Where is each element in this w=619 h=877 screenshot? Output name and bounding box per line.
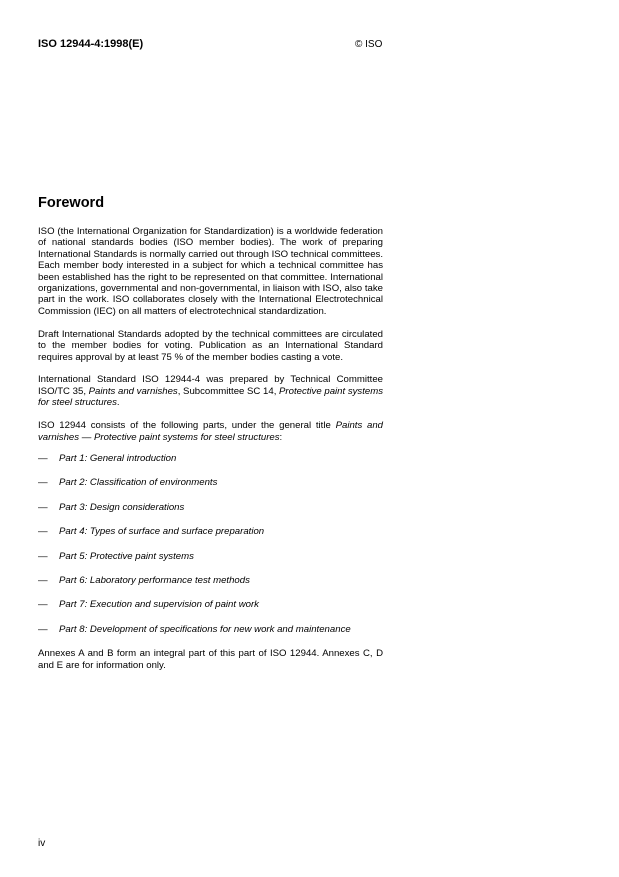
list-dash: —	[38, 623, 48, 635]
part-title: Part 5: Protective paint systems	[59, 550, 194, 562]
paragraph-parts-intro: ISO 12944 consists of the following parts, under the general title Paints and varnishes — Protective paint systems for steel structures:	[38, 420, 383, 443]
document-id: ISO 12944-4:1998(E)	[38, 38, 144, 50]
paragraph-iso-intro: ISO (the International Organization for Standardization) is a worldwide federation of national standards bodies (ISO member bodies). The work of preparing International Standards is normally carried out through ISO technical committees. Each member body interested in a subject for which a technical committee has been established has the right to be represented on that committee. International organizations, governmental and non-governmental, in liaison with ISO, also take part in the work. ISO collaborates closely with the International Electrotechnical Commission (IEC) on all matters of electrotechnical standardization.	[38, 226, 384, 317]
list-dash: —	[38, 477, 48, 489]
list-item	[38, 477, 383, 488]
list-dash: —	[38, 550, 48, 562]
part-title: Part 2: Classification of environments	[59, 477, 218, 489]
paragraph-prepared-by: International Standard ISO 12944-4 was prepared by Technical Committee ISO/TC 35, Paints and varnishes, Subcommittee SC 14, Protective paint systems for steel structures.	[38, 374, 384, 409]
list-item	[38, 575, 383, 586]
part-title: Part 8: Development of specifications for new work and maintenance	[59, 623, 351, 635]
paragraph-annexes: Annexes A and B form an integral part of this part of ISO 12944. Annexes C, D and E are for information only.	[38, 648, 383, 671]
list-dash: —	[38, 453, 48, 464]
list-dash: —	[38, 501, 48, 513]
part-title: Part 7: Execution and supervision of paint work	[59, 599, 259, 611]
foreword-body	[38, 226, 383, 683]
list-item	[38, 526, 383, 537]
list-dash: —	[38, 526, 48, 538]
part-title: Part 3: Design considerations	[59, 501, 185, 513]
part-title: Part 1: General introduction	[59, 453, 177, 464]
parts-list	[38, 453, 383, 635]
list-item	[38, 551, 383, 562]
copyright-notice: © ISO	[355, 39, 383, 50]
list-item	[38, 502, 383, 513]
part-title: Part 4: Types of surface and surface preparation	[59, 526, 265, 538]
list-dash: —	[38, 575, 48, 587]
list-item	[38, 599, 383, 610]
part-title: Part 6: Laboratory performance test methods	[59, 575, 250, 587]
list-dash: —	[38, 599, 48, 611]
list-item	[38, 624, 383, 635]
foreword-title: Foreword	[38, 195, 105, 211]
list-item	[38, 453, 383, 464]
page-number: iv	[38, 838, 46, 849]
paragraph-draft-standards: Draft International Standards adopted by the technical committees are circulated to the member bodies for voting. Publication as an International Standard requires approval by at least 75 % of the member bodies casting a vote.	[38, 328, 383, 363]
